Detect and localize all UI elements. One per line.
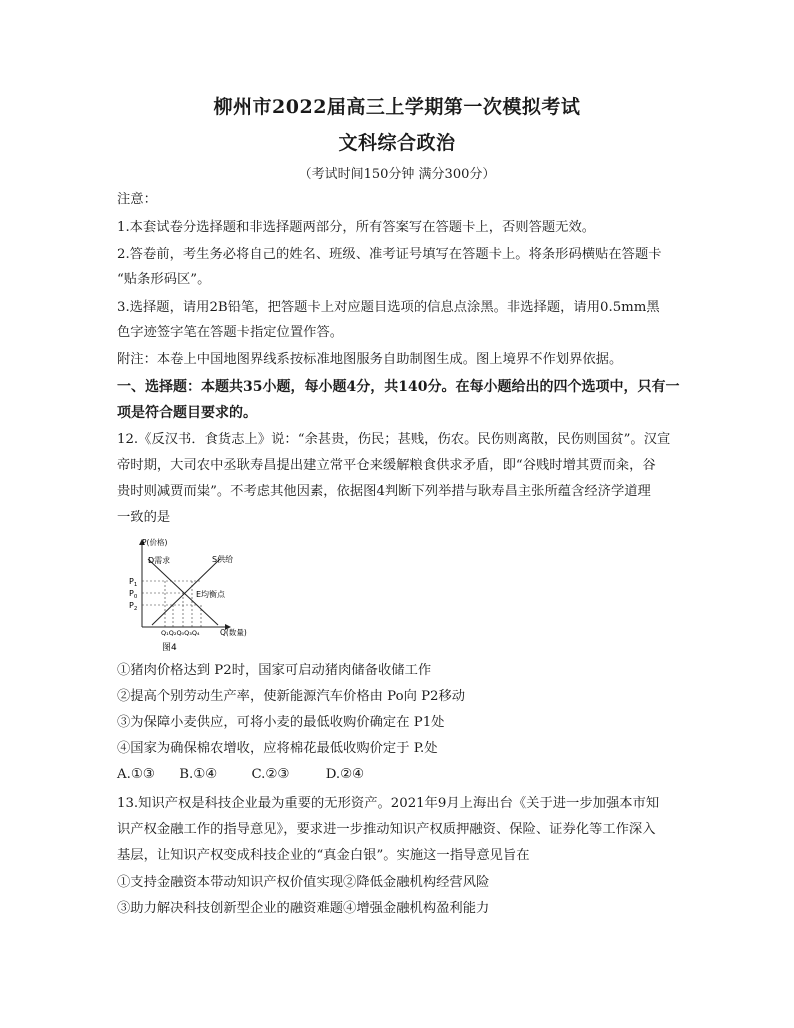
p1-tick-label: $P_1$: [129, 577, 138, 588]
q12-statement: ①猪肉价格达到 P2时，国家可启动猪肉储备收储工作: [117, 663, 432, 678]
notice-item: “贴条形码区”。: [117, 272, 211, 287]
y-axis-label: P(价格): [142, 538, 168, 547]
p2-tick-label: $P_2$: [129, 601, 138, 612]
exam-title: 柳州市2022届高三上学期第一次模拟考试: [213, 96, 581, 118]
p0-tick-label: $P_0$: [129, 589, 138, 600]
equilibrium-label: E均衡点: [196, 590, 226, 599]
q12-stem: 12.《反汉书．食货志上》说：“余甚贵，伤民；甚贱，伤农。民伤则离散，民伤则国贫”。汉宣: [117, 432, 671, 447]
supply-label: S供给: [212, 555, 234, 564]
notice-item: 1.本套试卷分选择题和非选择题两部分，所有答案写在答题卡上，否则答题无效。: [117, 220, 596, 235]
option-d: D.②④: [325, 767, 364, 782]
notice-item: 3.选择题，请用2B铅笔，把答题卡上对应题目选项的信息点涂黑。非选择题，请用0.5mm黑: [117, 300, 660, 315]
q13-statement: ①支持金融资本带动知识产权价值实现②降低金融机构经营风险: [117, 875, 490, 890]
q13-statement: ③助力解决科技创新型企业的融资难题④增强金融机构盈利能力: [117, 901, 490, 916]
demand-label: D需求: [148, 556, 171, 565]
q13-stem: 基层，让知识产权变成科技企业的“真金白银”。实施这一指导意见旨在: [117, 848, 530, 863]
section-heading: 一、选择题：本题共35小题，每小题4分，共140分。在每小题给出的四个选项中，只有一: [117, 379, 680, 395]
option-a: A.①③: [117, 767, 155, 782]
option-c: C.②③: [251, 767, 290, 782]
notice-item: 2.答卷前，考生务必将自己的姓名、班级、准考证号填写在答题卡上。将条形码横贴在答题卡: [117, 247, 662, 262]
x-axis-label: Q(数量): [220, 628, 247, 637]
q12-statement: ②提高个别劳动生产率，使新能源汽车价格由 Po向 P2移动: [117, 689, 466, 704]
q12-stem: 一致的是: [117, 510, 171, 525]
notice-item: 附注：本卷上中国地图界线系按标准地图服务自助制图生成。图上境界不作划界依据。: [117, 352, 623, 367]
q12-stem: 帝时期，大司农中丞耿寿昌提出建立常平仓来缓解粮食供求矛盾，即“谷贱时增其贾而籴，谷: [117, 458, 656, 473]
notice-heading: 注意：: [117, 192, 157, 207]
figure-caption: 图4: [162, 643, 177, 653]
q12-statement: ③为保障小麦供应，可将小麦的最低收购价确定在 P1处: [117, 715, 445, 730]
q13-stem: 13.知识产权是科技企业最为重要的无形资产。2021年9月上海出台《关于进一步加强本市知: [117, 796, 660, 811]
q12-statement: ④国家为确保棉农增收，应将棉花最低收购价定于 P.处: [117, 741, 438, 756]
supply-demand-figure: [128, 537, 278, 657]
q12-stem: 贵时则减贾而粜”。不考虑其他因素，依据图4判断下列举措与耿寿昌主张所蕴含经济学道理: [117, 484, 651, 499]
q13-stem: 识产权金融工作的指导意见》，要求进一步推动知识产权质押融资、保险、证券化等工作深入: [117, 822, 656, 837]
q-tick-labels: Q₁Q₂Q₀Q₃Q₄: [161, 629, 200, 637]
notice-item: 色字迹签字笔在答题卡指定位置作答。: [117, 325, 344, 340]
exam-subject: 文科综合政治: [338, 132, 456, 154]
option-b: B.①④: [179, 767, 218, 782]
exam-info: （考试时间150分钟 满分300分）: [298, 167, 496, 182]
section-heading-cont: 项是符合题目要求的。: [117, 405, 257, 421]
q12-options: [117, 767, 364, 782]
